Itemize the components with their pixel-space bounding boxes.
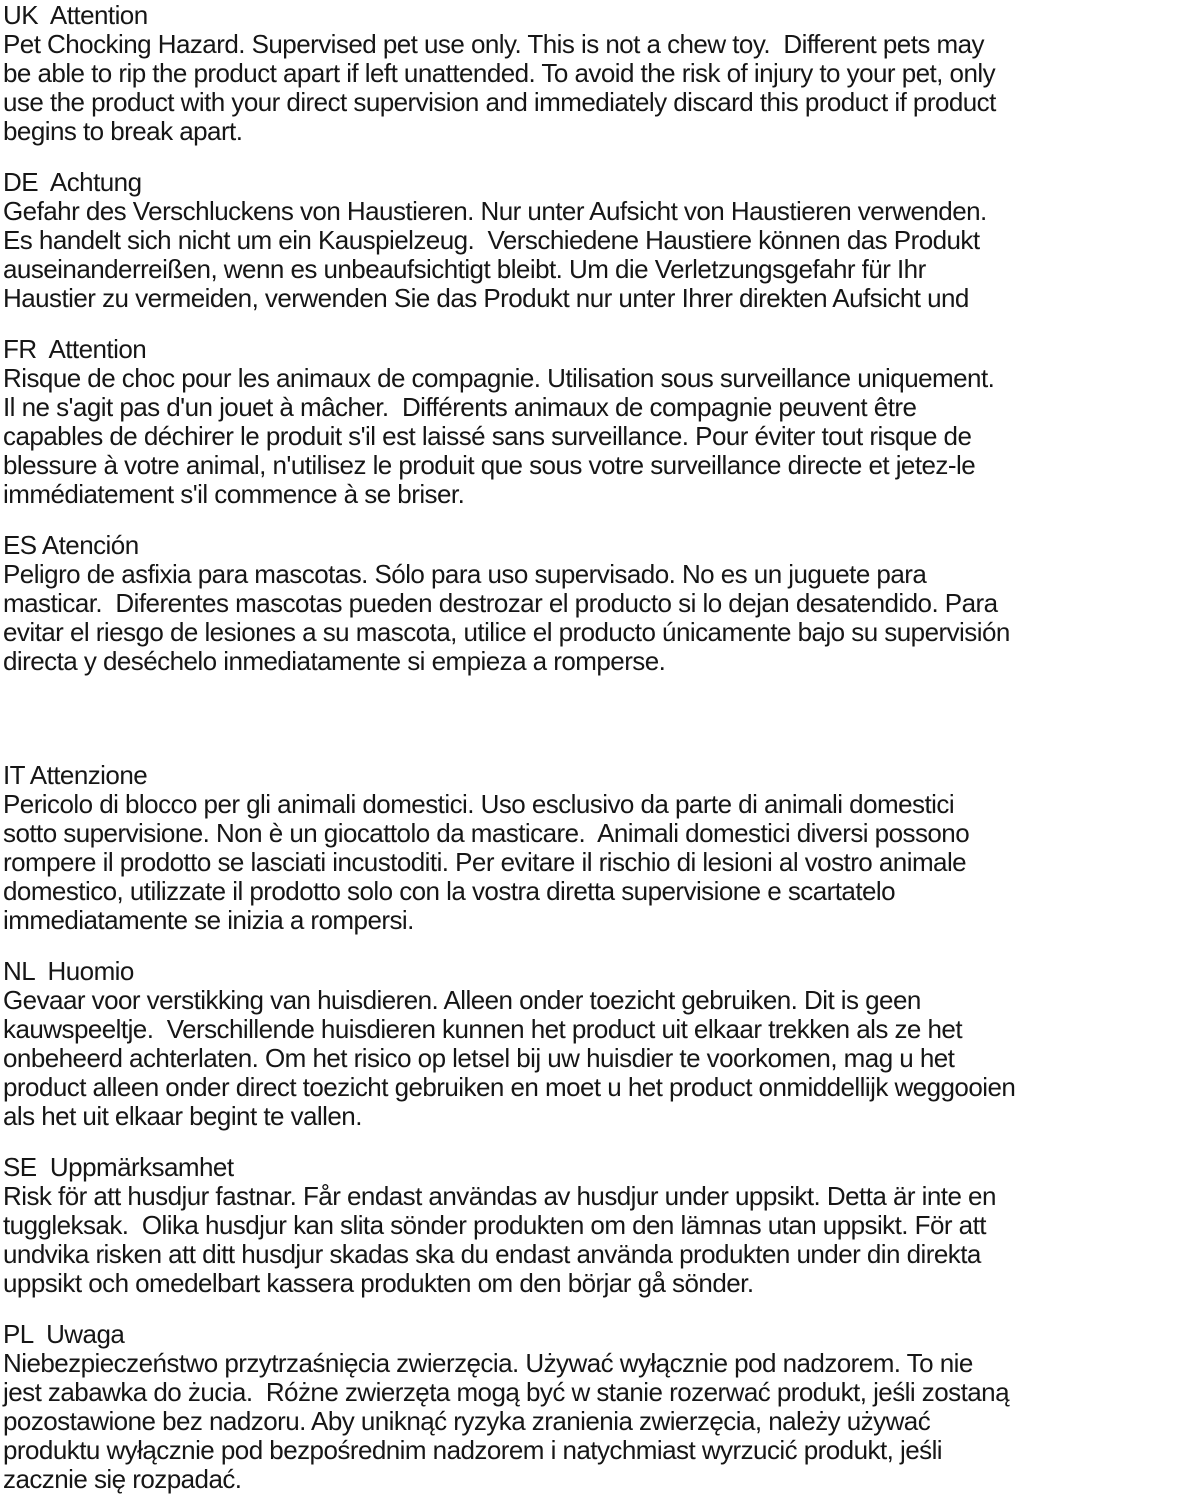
section-heading-es: ES Atención (3, 530, 139, 560)
section-se-line-3: undvika risken att ditt husdjur skadas ska du endast använda produkten under din direkta (3, 1239, 981, 1269)
section-pl-line-1: Niebezpieczeństwo przytrzaśnięcia zwierzęcia. Używać wyłącznie pod nadzorem. To nie (3, 1348, 973, 1378)
warning-section-nl (3, 957, 1195, 1131)
section-uk-line-3: use the product with your direct supervision and immediately discard this product if product (3, 87, 996, 117)
section-heading-de: DE Achtung (3, 167, 142, 197)
section-it-line-4: domestico, utilizzate il prodotto solo con la vostra diretta supervisione e scartatelo (3, 876, 896, 906)
section-heading-it: IT Attenzione (3, 760, 148, 790)
section-nl-line-2: kauwspeeltje. Verschillende huisdieren kunnen het product uit elkaar trekken als ze het (3, 1014, 962, 1044)
section-uk-line-1: Pet Chocking Hazard. Supervised pet use only. This is not a chew toy. Different pets may (3, 29, 984, 59)
section-es-line-2: masticar. Diferentes mascotas pueden destrozar el producto si lo dejan desatendido. Para (3, 588, 998, 618)
section-es-line-1: Peligro de asfixia para mascotas. Sólo para uso supervisado. No es un juguete para (3, 559, 927, 589)
section-heading-uk: UK Attention (3, 0, 148, 30)
warning-section-es (3, 531, 1195, 676)
section-de-line-4: Haustier zu vermeiden, verwenden Sie das Produkt nur unter Ihrer direkten Aufsicht und (3, 283, 969, 313)
section-it-line-2: sotto supervisione. Non è un giocattolo da masticare. Animali domestici diversi possono (3, 818, 970, 848)
section-de-line-2: Es handelt sich nicht um ein Kauspielzeug. Verschiedene Haustiere können das Produkt (3, 225, 980, 255)
section-pl-line-2: jest zabawka do żucia. Różne zwierzęta mogą być w stanie rozerwać produkt, jeśli zostaną (3, 1377, 1009, 1407)
section-nl-line-5: als het uit elkaar begint te vallen. (3, 1101, 362, 1131)
section-pl-line-4: produktu wyłącznie pod bezpośrednim nadzorem i natychmiast wyrzucić produkt, jeśli (3, 1435, 943, 1465)
section-heading-se: SE Uppmärksamhet (3, 1152, 234, 1182)
section-fr-line-4: blessure à votre animal, n'utilisez le produit que sous votre surveillance directe et jetez-le (3, 450, 976, 480)
section-de-line-3: auseinanderreißen, wenn es unbeaufsichtigt bleibt. Um die Verletzungsgefahr für Ihr (3, 254, 926, 284)
warning-section-pl (3, 1320, 1195, 1494)
warning-section-it (3, 761, 1195, 935)
section-heading-pl: PL Uwaga (3, 1319, 125, 1349)
section-se-line-4: uppsikt och omedelbart kassera produkten om den börjar gå sönder. (3, 1268, 754, 1298)
section-heading-fr: FR Attention (3, 334, 147, 364)
section-pl-line-3: pozostawione bez nadzoru. Aby uniknąć ryzyka zranienia zwierzęcia, należy używać (3, 1406, 931, 1436)
section-es-line-4: directa y deséchelo inmediatamente si empieza a romperse. (3, 646, 666, 676)
section-pl-line-5: zacznie się rozpadać. (3, 1464, 242, 1494)
section-fr-line-2: Il ne s'agit pas d'un jouet à mâcher. Différents animaux de compagnie peuvent être (3, 392, 917, 422)
section-se-line-2: tuggleksak. Olika husdjur kan slita sönder produkten om den lämnas utan uppsikt. För att (3, 1210, 986, 1240)
section-it-line-5: immediatamente se inizia a rompersi. (3, 905, 414, 935)
section-se-line-1: Risk för att husdjur fastnar. Får endast användas av husdjur under uppsikt. Detta är inte en (3, 1181, 996, 1211)
section-it-line-1: Pericolo di blocco per gli animali domestici. Uso esclusivo da parte di animali domestici (3, 789, 955, 819)
section-nl-line-1: Gevaar voor verstikking van huisdieren. Alleen onder toezicht gebruiken. Dit is geen (3, 985, 921, 1015)
warning-section-fr (3, 335, 1195, 509)
section-nl-line-3: onbeheerd achterlaten. Om het risico op letsel bij uw huisdier te voorkomen, mag u het (3, 1043, 955, 1073)
section-uk-line-4: begins to break apart. (3, 116, 243, 146)
section-uk-line-2: be able to rip the product apart if left unattended. To avoid the risk of injury to your pet, only (3, 58, 996, 88)
section-fr-line-5: immédiatement s'il commence à se briser. (3, 479, 465, 509)
section-es-line-3: evitar el riesgo de lesiones a su mascota, utilice el producto únicamente bajo su supervisión (3, 617, 1010, 647)
warning-section-uk (3, 1, 1195, 146)
warning-section-de (3, 168, 1195, 313)
section-heading-nl: NL Huomio (3, 956, 134, 986)
section-fr-line-1: Risque de choc pour les animaux de compagnie. Utilisation sous surveillance uniquement. (3, 363, 995, 393)
section-fr-line-3: capables de déchirer le produit s'il est laissé sans surveillance. Pour éviter tout risque de (3, 421, 972, 451)
section-it-line-3: rompere il prodotto se lasciati incustoditi. Per evitare il rischio di lesioni al vostro animale (3, 847, 967, 877)
warning-section-se (3, 1153, 1195, 1298)
section-nl-line-4: product alleen onder direct toezicht gebruiken en moet u het product onmiddellijk weggooien (3, 1072, 1016, 1102)
section-de-line-1: Gefahr des Verschluckens von Haustieren. Nur unter Aufsicht von Haustieren verwenden. (3, 196, 987, 226)
